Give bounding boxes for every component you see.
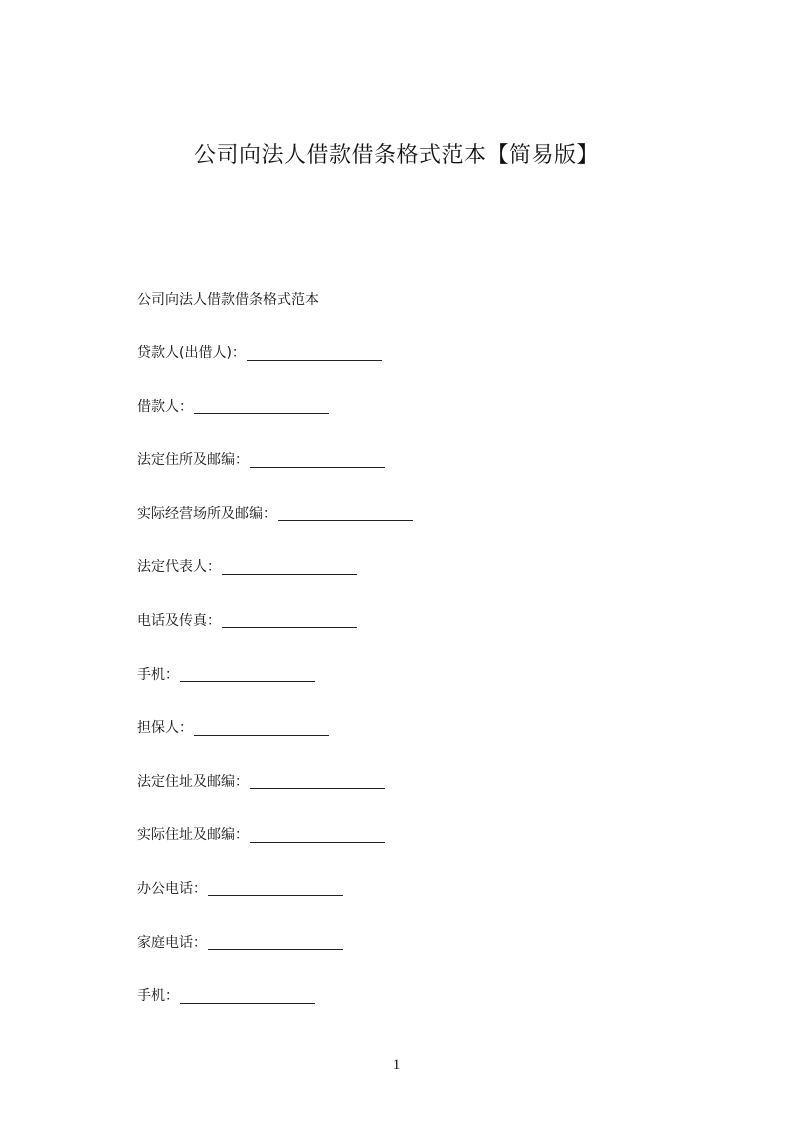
field-label: 办公电话：: [137, 880, 207, 897]
field-guarantor: [137, 718, 413, 738]
field-label: 法定代表人：: [137, 559, 221, 576]
field-label: 法定住所及邮编：: [137, 452, 249, 469]
field-label: 法定住址及邮编：: [137, 773, 249, 790]
field-label: 电话及传真：: [137, 612, 221, 629]
field-label: 实际住址及邮编：: [137, 827, 249, 844]
field-legal-address: [137, 450, 413, 470]
fill-in-blank[interactable]: [180, 667, 315, 682]
field-guarantor-actual-address: [137, 825, 413, 845]
document-title: 公司向法人借款借条格式范本【简易版】: [193, 143, 599, 168]
field-guarantor-mobile: [137, 986, 413, 1006]
field-label: 手机：: [137, 666, 179, 683]
field-office-phone: [137, 879, 413, 899]
fill-in-blank[interactable]: [247, 346, 382, 361]
field-label: 手机：: [137, 988, 179, 1005]
field-business-address: [137, 504, 413, 524]
field-borrower: [137, 397, 413, 417]
document-subtitle: 公司向法人借款借条格式范本: [137, 292, 319, 308]
field-label: 家庭电话：: [137, 934, 207, 951]
field-legal-representative: [137, 557, 413, 577]
fill-in-blank[interactable]: [208, 935, 343, 950]
fill-in-blank[interactable]: [180, 989, 315, 1004]
fill-in-blank[interactable]: [250, 453, 385, 468]
fill-in-blank[interactable]: [222, 613, 357, 628]
fill-in-blank[interactable]: [250, 828, 385, 843]
fill-in-blank[interactable]: [250, 774, 385, 789]
field-guarantor-legal-address: [137, 772, 413, 792]
form-field-list: [137, 343, 413, 1040]
fill-in-blank[interactable]: [194, 721, 329, 736]
fill-in-blank[interactable]: [208, 881, 343, 896]
fill-in-blank[interactable]: [194, 399, 329, 414]
field-label: 贷款人(出借人)：: [137, 345, 246, 361]
field-label: 担保人：: [137, 720, 193, 737]
field-mobile: [137, 665, 413, 685]
field-label: 借款人：: [137, 398, 193, 415]
field-lender: [137, 343, 413, 363]
fill-in-blank[interactable]: [222, 560, 357, 575]
field-home-phone: [137, 933, 413, 953]
fill-in-blank[interactable]: [278, 506, 413, 521]
page-number: 1: [392, 1057, 401, 1073]
field-phone-fax: [137, 611, 413, 631]
field-label: 实际经营场所及邮编：: [137, 505, 277, 522]
